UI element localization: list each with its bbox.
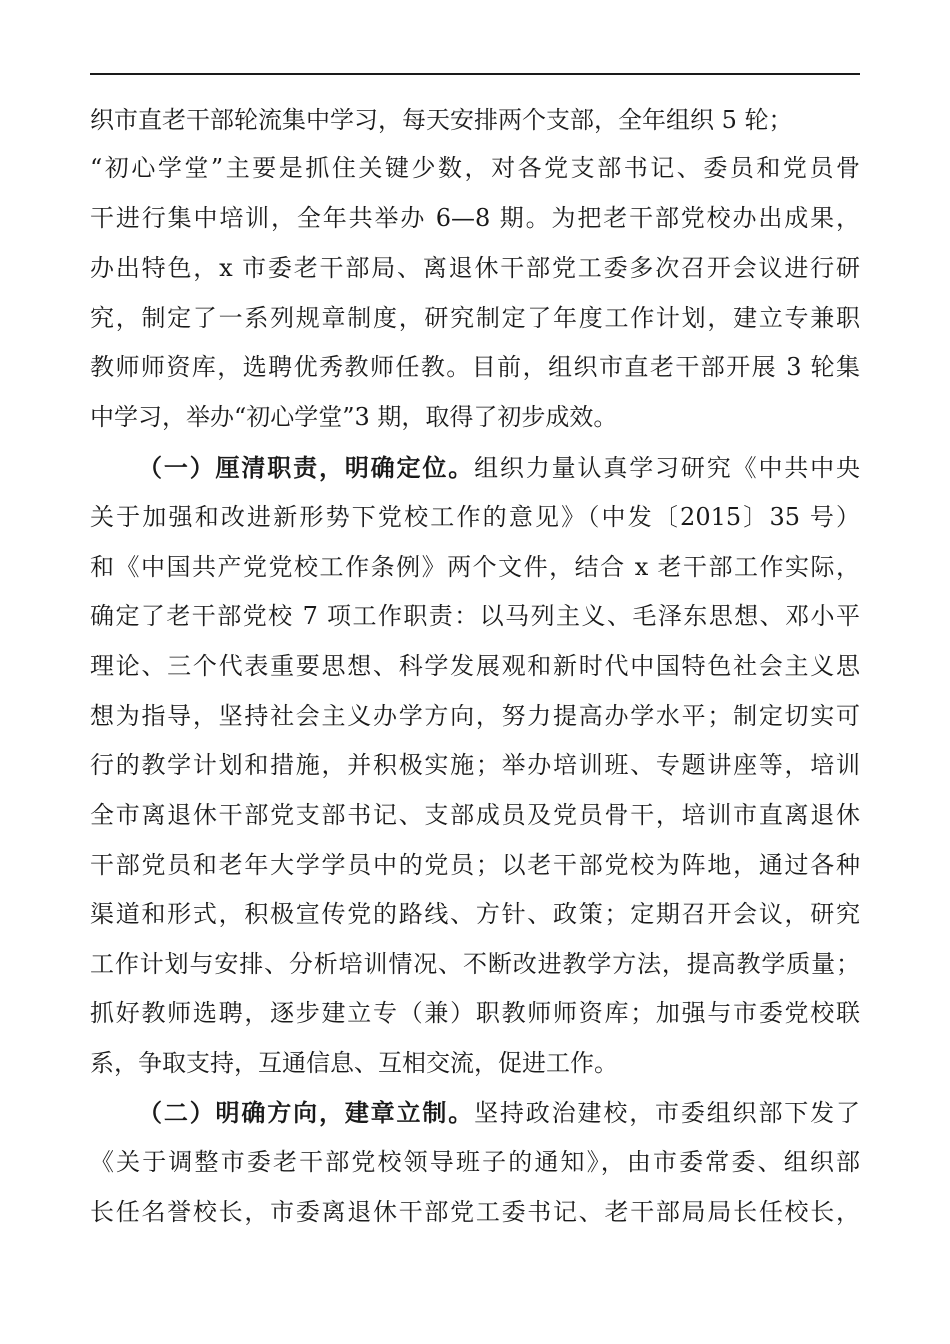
text-line: 织市直老干部轮流集中学习，每天安排两个支部，全年组织 5 轮； bbox=[90, 106, 793, 134]
text-line: 渠道和形式，积极宣传党的路线、方针、政策；定期召开会议，研究 bbox=[90, 900, 860, 928]
text-line: 和《中国共产党党校工作条例》两个文件，结合 x 老干部工作实际， bbox=[90, 553, 860, 581]
text-line: 长任名誉校长，市委离退休干部党工委书记、老干部局局长任校长， bbox=[90, 1198, 860, 1226]
section-2-first-line bbox=[138, 1098, 861, 1131]
text-line: 想为指导，坚持社会主义办学方向，努力提高办学水平；制定切实可 bbox=[90, 702, 860, 730]
text-line: “初心学堂”主要是抓住关键少数，对各党支部书记、委员和党员骨 bbox=[90, 154, 860, 182]
text-line: 干进行集中培训，全年共举办 6—8 期。为把老干部党校办出成果， bbox=[90, 204, 860, 232]
text-line: 教师师资库，选聘优秀教师任教。目前，组织市直老干部开展 3 轮集 bbox=[90, 353, 860, 381]
text-line: 系，争取支持，互通信息、互相交流，促进工作。 bbox=[90, 1049, 618, 1077]
section-2-first-line-text: 坚持政治建校，市委组织部下发了 bbox=[474, 1099, 861, 1127]
text-line: 中学习，举办“初心学堂”3 期，取得了初步成效。 bbox=[90, 403, 618, 431]
section-1-first-line bbox=[138, 453, 861, 486]
header-rule bbox=[90, 73, 860, 75]
section-1-first-line-text: 组织力量认真学习研究《中共中央 bbox=[474, 454, 861, 482]
text-line: 全市离退休干部党支部书记、支部成员及党员骨干，培训市直离退休 bbox=[90, 801, 860, 829]
section-1-heading: （一）厘清职责，明确定位。 bbox=[138, 453, 475, 482]
text-line: 抓好教师选聘，逐步建立专（兼）职教师师资库；加强与市委党校联 bbox=[90, 999, 860, 1027]
text-line: 行的教学计划和措施，并积极实施；举办培训班、专题讲座等，培训 bbox=[90, 751, 860, 779]
text-line: 确定了老干部党校 7 项工作职责：以马列主义、毛泽东思想、邓小平 bbox=[90, 602, 860, 630]
section-2-heading: （二）明确方向，建章立制。 bbox=[138, 1098, 475, 1127]
text-line: 理论、三个代表重要思想、科学发展观和新时代中国特色社会主义思 bbox=[90, 652, 860, 680]
text-line: 《关于调整市委老干部党校领导班子的通知》，由市委常委、组织部 bbox=[90, 1148, 860, 1176]
text-line: 办出特色，x 市委老干部局、离退休干部党工委多次召开会议进行研 bbox=[90, 254, 860, 282]
text-line: 工作计划与安排、分析培训情况、不断改进教学方法，提高教学质量； bbox=[90, 950, 860, 978]
text-line: 究，制定了一系列规章制度，研究制定了年度工作计划，建立专兼职 bbox=[90, 304, 860, 332]
text-line: 关于加强和改进新形势下党校工作的意见》（中发〔2015〕35 号） bbox=[90, 503, 860, 531]
text-line: 干部党员和老年大学学员中的党员；以老干部党校为阵地，通过各种 bbox=[90, 851, 860, 879]
